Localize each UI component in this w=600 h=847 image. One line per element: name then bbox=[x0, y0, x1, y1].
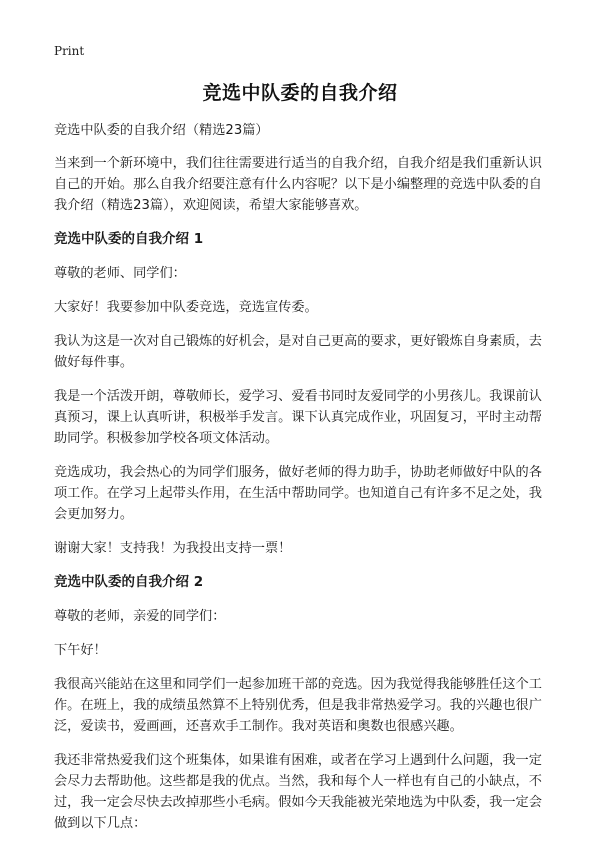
section-heading-2: 竞选中队委的自我介绍 2 bbox=[54, 574, 204, 590]
section-1-paragraph: 大家好！我要参加中队委竞选，竞选宣传委。 bbox=[54, 300, 318, 315]
page-title: 竞选中队委的自我介绍 bbox=[202, 82, 398, 104]
section-2-paragraph: 我还非常热爱我们这个班集体，如果谁有困难，或者在学习上遇到什么问题，我一定会尽力去帮助他。这些都是我的优点。当然，我和每个人一样也有自己的小缺点，不过，我一定会尽快去改掉那些小毛病。假如今天我能被光荣地选为中队委，我一定会做到以下几点： bbox=[54, 753, 542, 831]
document-subtitle: 竞选中队委的自我介绍（精选23篇） bbox=[54, 123, 269, 138]
section-1-paragraph: 我认为这是一次对自己锻炼的好机会，是对自己更高的要求，更好锻炼自身素质，去做好每件事。 bbox=[54, 334, 542, 370]
section-heading-1: 竞选中队委的自我介绍 1 bbox=[54, 231, 204, 247]
intro-paragraph: 当来到一个新环境中，我们往往需要进行适当的自我介绍，自我介绍是我们重新认识自己的开始。那么自我介绍要注意有什么内容呢？以下是小编整理的竞选中队委的自我介绍（精选23篇），欢迎阅读，希望大家能够喜欢。 bbox=[54, 156, 542, 213]
section-1-paragraph: 竞选成功，我会热心的为同学们服务，做好老师的得力助手，协助老师做好中队的各项工作。在学习上起带头作用，在生活中帮助同学。也知道自己有许多不足之处，我会更加努力。 bbox=[54, 465, 542, 522]
document-content bbox=[54, 120, 548, 847]
section-2-paragraph: 尊敬的老师，亲爱的同学们： bbox=[54, 609, 226, 624]
section-2-paragraph: 下午好！ bbox=[54, 643, 107, 658]
section-1-paragraph: 我是一个活泼开朗，尊敬师长，爱学习、爱看书同时友爱同学的小男孩儿。我课前认真预习，课上认真听讲，积极举手发言。课下认真完成作业，巩固复习，平时主动帮助同学。积极参加学校各项文体活动。 bbox=[54, 389, 542, 446]
section-1-paragraph: 谢谢大家！支持我！为我投出支持一票！ bbox=[54, 541, 292, 556]
section-1-paragraph: 尊敬的老师、同学们： bbox=[54, 266, 186, 281]
section-2-paragraph: 我很高兴能站在这里和同学们一起参加班干部的竞选。因为我觉得我能够胜任这个工作。在班上，我的成绩虽然算不上特别优秀，但是我非常热爱学习。我的兴趣也很广泛，爱读书，爱画画，还喜欢手工制作。我对英语和奥数也很感兴趣。 bbox=[54, 677, 542, 734]
print-label: Print bbox=[54, 44, 85, 58]
